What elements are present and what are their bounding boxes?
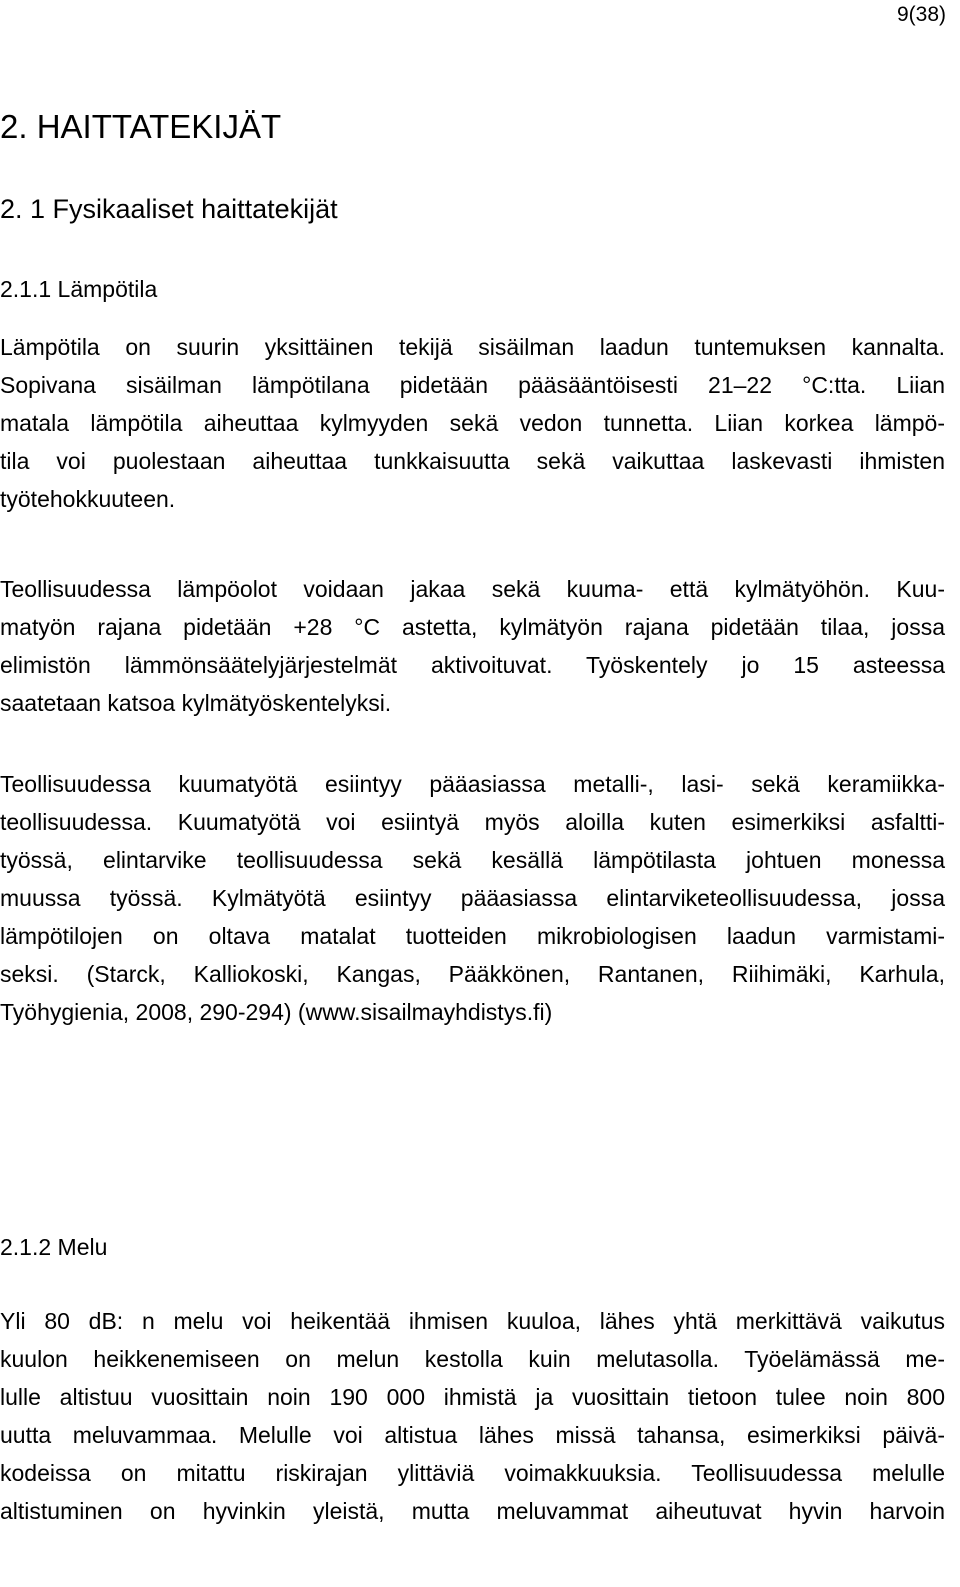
text-line: kodeissa on mitattu riskirajan ylittäviä voimakkuuksia. Teollisuudessa melulle <box>0 1460 945 1486</box>
text-line: tila voi puolestaan aiheuttaa tunkkaisuutta sekä vaikuttaa laskevasti ihmisten <box>0 448 945 474</box>
paragraph-lampotila-1 <box>0 328 945 518</box>
paragraph-lampotila-3 <box>0 765 945 1031</box>
text-line: lulle altistuu vuosittain noin 190 000 ihmistä ja vuosittain tietoon tulee noin 800 <box>0 1384 945 1410</box>
text-line: Sopivana sisäilman lämpötilana pidetään pääsääntöisesti 21–22 °C:tta. Liian <box>0 372 945 398</box>
heading-melu: 2.1.2 Melu <box>0 1234 108 1260</box>
paragraph-melu-1 <box>0 1302 945 1530</box>
heading-lampotila: 2.1.1 Lämpötila <box>0 276 158 302</box>
text-line: teollisuudessa. Kuumatyötä voi esiintyä myös aloilla kuten esimerkiksi asfaltti- <box>0 809 945 835</box>
text-line: seksi. (Starck, Kalliokoski, Kangas, Pääkkönen, Rantanen, Riihimäki, Karhula, <box>0 961 945 987</box>
text-line: muussa työssä. Kylmätyötä esiintyy pääasiassa elintarviketeollisuudessa, jossa <box>0 885 945 911</box>
text-line: Lämpötila on suurin yksittäinen tekijä sisäilman laadun tuntemuksen kannalta. <box>0 334 945 360</box>
heading-haittatekijat: 2. HAITTATEKIJÄT <box>0 108 282 145</box>
text-line: Yli 80 dB: n melu voi heikentää ihmisen kuuloa, lähes yhtä merkittävä vaikutus <box>0 1308 945 1334</box>
text-line: Teollisuudessa kuumatyötä esiintyy pääasiassa metalli-, lasi- sekä keramiikka- <box>0 771 945 797</box>
text-line: elimistön lämmönsäätelyjärjestelmät aktivoituvat. Työskentely jo 15 asteessa <box>0 652 945 678</box>
text-line: Teollisuudessa lämpöolot voidaan jakaa sekä kuuma- että kylmätyöhön. Kuu- <box>0 576 945 602</box>
page-number: 9(38) <box>896 3 946 26</box>
paragraph-lampotila-2 <box>0 570 945 722</box>
heading-fysikaaliset: 2. 1 Fysikaaliset haittatekijät <box>0 194 338 224</box>
text-line: matyön rajana pidetään +28 °C astetta, kylmätyön rajana pidetään tilaa, jossa <box>0 614 945 640</box>
text-line: matala lämpötila aiheuttaa kylmyyden sekä vedon tunnetta. Liian korkea lämpö- <box>0 410 945 436</box>
text-line: lämpötilojen on oltava matalat tuotteiden mikrobiologisen laadun varmistami- <box>0 923 945 949</box>
text-line: Työhygienia, 2008, 290-294) (www.sisailmayhdistys.fi) <box>0 999 553 1025</box>
text-line: työtehokkuuteen. <box>0 486 176 512</box>
text-line: uutta meluvammaa. Melulle voi altistua lähes missä tahansa, esimerkiksi päivä- <box>0 1422 945 1448</box>
text-line: saatetaan katsoa kylmätyöskentelyksi. <box>0 690 392 716</box>
text-line: kuulon heikkenemiseen on melun kestolla kuin melutasolla. Työelämässä me- <box>0 1346 945 1372</box>
text-line: altistuminen on hyvinkin yleistä, mutta meluvammat aiheutuvat hyvin harvoin <box>0 1498 945 1524</box>
text-line: työssä, elintarvike teollisuudessa sekä kesällä lämpötilasta johtuen monessa <box>0 847 945 873</box>
